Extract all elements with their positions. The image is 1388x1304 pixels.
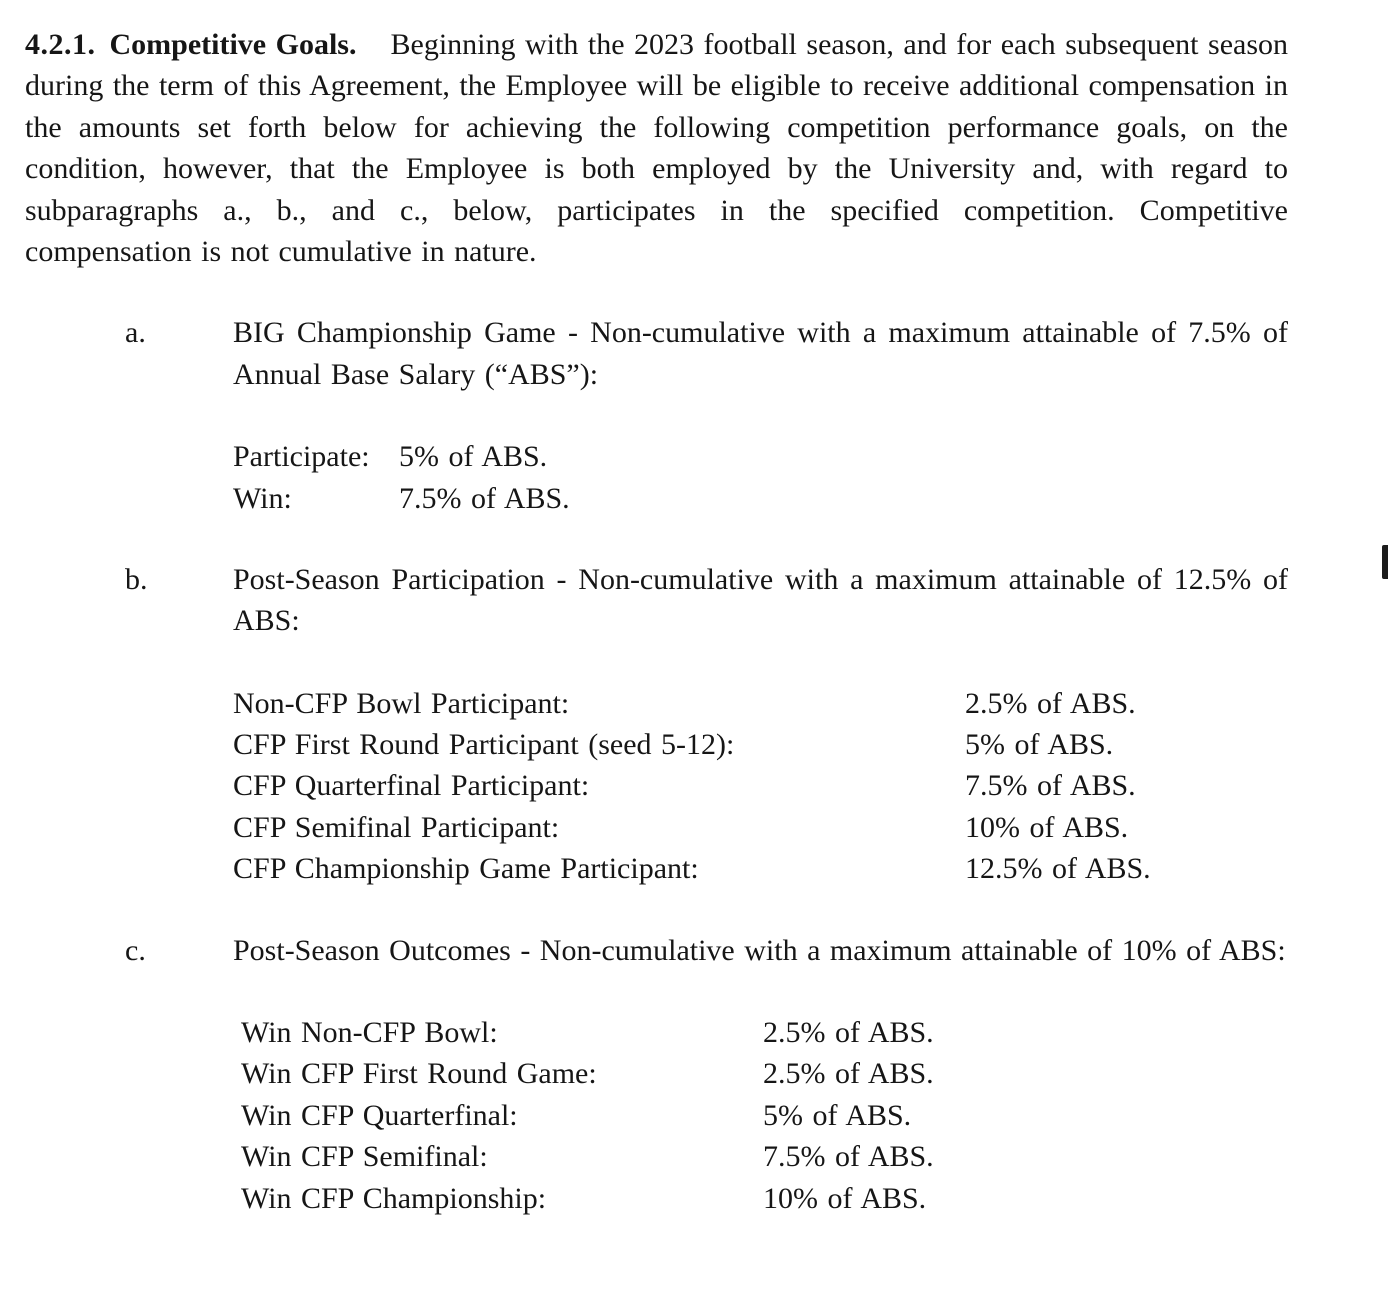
intro-text: Beginning with the 2023 football season, and for each subsequent season during the term of this Agreement, the Employee will be eligible to receive additional compensation in the amounts set forth below for achieving the following competition performance goals, on the condition, however, that the Employee is both employed by the University and, with regard to subparagraphs a., b., and c., below, participates in the specified competition. Competitive compensation is not cumulative in nature. [25, 28, 1289, 268]
item-c-heading: Post-Season Outcomes - Non-cumulative with a maximum attainable of 10% of ABS: [233, 933, 1286, 967]
row-label: CFP Championship Game Participant: [233, 852, 699, 886]
row-value: 7.5% of ABS. [399, 481, 570, 515]
row-value: 5% of ABS. [763, 1098, 912, 1132]
item-c-table [241, 1012, 934, 1219]
row-label: Win CFP Quarterfinal: [241, 1098, 518, 1132]
row-label: CFP Quarterfinal Participant: [233, 769, 590, 803]
item-c-table-wrap [233, 1012, 1288, 1219]
section-title: Competitive Goals. [109, 28, 357, 61]
row-label: Win: [233, 481, 292, 515]
item-b-label: b. [125, 562, 148, 596]
item-a-table [233, 436, 570, 519]
section-number: 4.2.1. [25, 28, 96, 61]
row-label: Win CFP Semifinal: [241, 1140, 488, 1174]
row-label: CFP First Round Participant (seed 5-12): [233, 728, 735, 762]
table-row [241, 1053, 934, 1094]
item-c-label: c. [125, 933, 146, 967]
item-b-table [233, 683, 1151, 890]
row-value: 7.5% of ABS. [763, 1140, 934, 1174]
row-value: 7.5% of ABS. [965, 769, 1136, 803]
table-row [233, 478, 570, 519]
table-row [233, 436, 570, 477]
row-value: 10% of ABS. [763, 1181, 927, 1215]
subparagraph-c [125, 930, 1288, 1219]
row-label: Non-CFP Bowl Participant: [233, 686, 570, 720]
item-a-heading: BIG Championship Game - Non-cumulative with a maximum attainable of 7.5% of Annual Base Salary (“ABS”): [233, 316, 1288, 391]
row-value: 2.5% of ABS. [763, 1016, 934, 1050]
row-label: Win CFP First Round Game: [241, 1057, 597, 1091]
table-row [241, 1095, 934, 1136]
row-value: 2.5% of ABS. [763, 1057, 934, 1091]
table-row [233, 807, 1151, 848]
row-label: Win Non-CFP Bowl: [241, 1016, 498, 1050]
item-a-body [233, 312, 1288, 519]
subparagraph-b [125, 559, 1288, 890]
table-row [241, 1178, 934, 1219]
item-b-heading: Post-Season Participation - Non-cumulative with a maximum attainable of 12.5% of ABS: [233, 562, 1288, 638]
table-row [233, 724, 1151, 765]
row-label: Participate: [233, 440, 370, 474]
row-value: 10% of ABS. [965, 810, 1129, 844]
item-a-label: a. [125, 316, 146, 350]
row-value: 2.5% of ABS. [965, 686, 1136, 720]
table-row [241, 1136, 934, 1177]
row-label: CFP Semifinal Participant: [233, 810, 560, 844]
row-value: 12.5% of ABS. [965, 852, 1151, 886]
table-row [233, 848, 1151, 889]
item-b-body [233, 559, 1288, 890]
item-c-body [233, 930, 1288, 1219]
row-label: Win CFP Championship: [241, 1181, 547, 1215]
scan-artifact-mark [1382, 545, 1388, 579]
table-row [241, 1012, 934, 1053]
row-value: 5% of ABS. [399, 440, 548, 474]
intro-paragraph [25, 24, 1288, 272]
row-value: 5% of ABS. [965, 728, 1114, 762]
table-row [233, 683, 1151, 724]
table-row [233, 765, 1151, 806]
subparagraph-a [125, 312, 1288, 519]
